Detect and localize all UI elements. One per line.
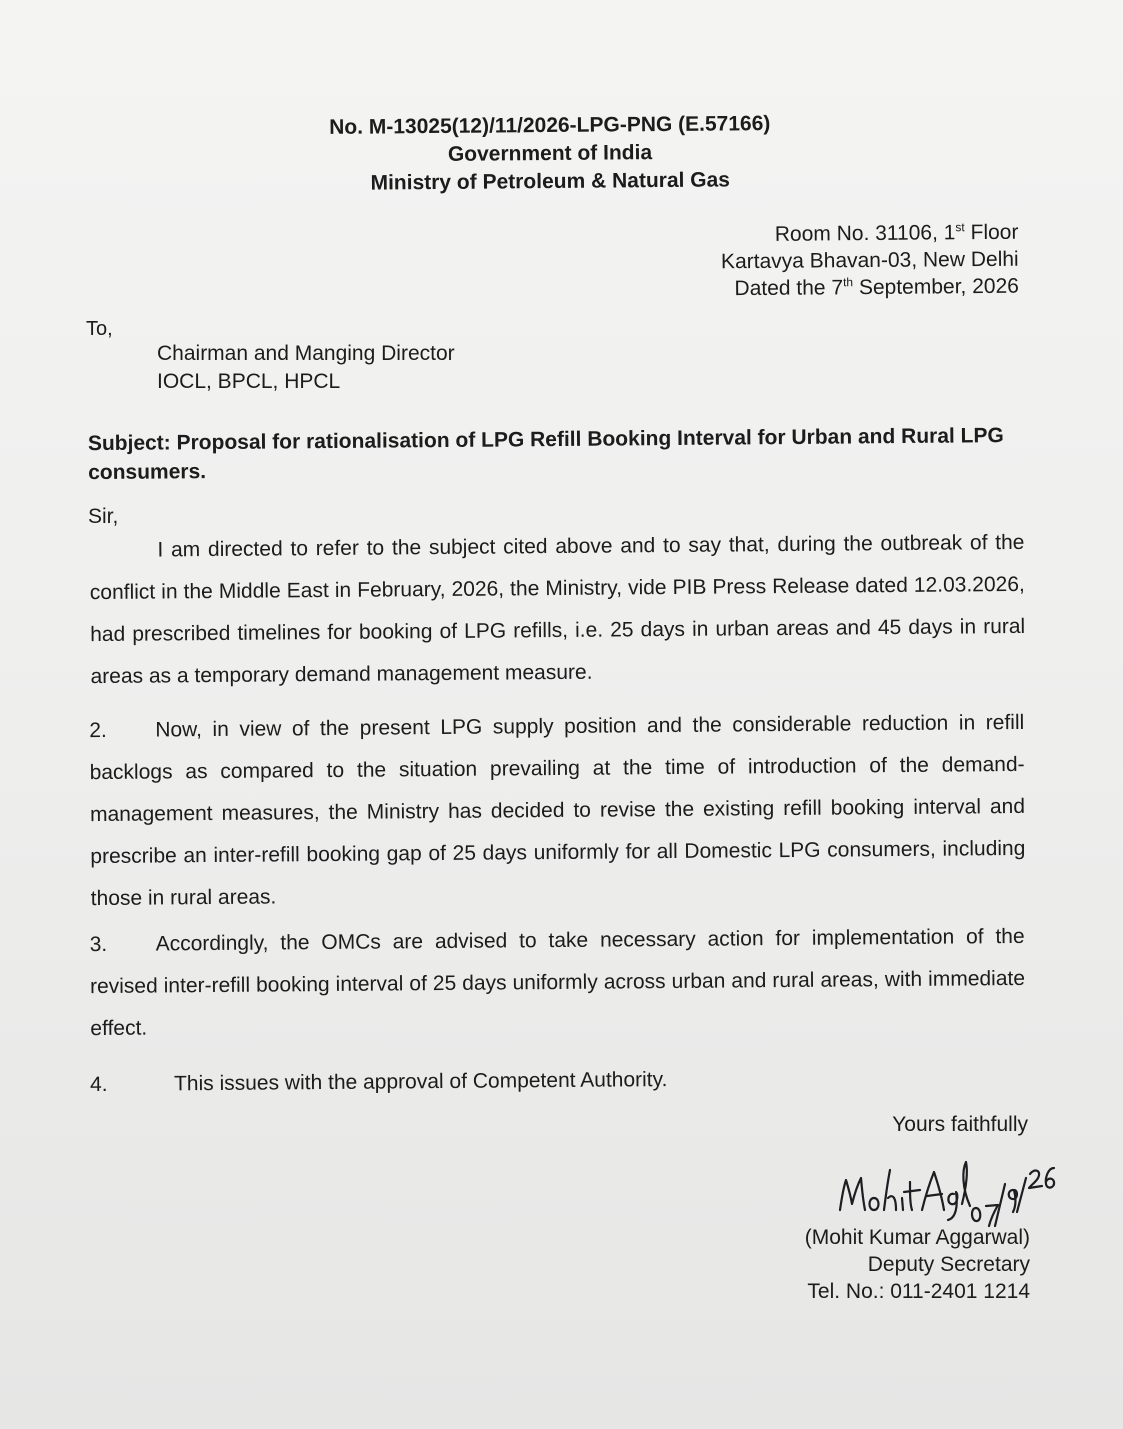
file-number: No. M-13025(12)/11/2026-LPG-PNG (E.57166) bbox=[329, 112, 771, 139]
subject-line: Subject: Proposal for rationalisation of LPG Refill Booking Interval for Urban and Rural LPG consumers. bbox=[87, 424, 1004, 485]
recipient-title: Chairman and Manging Director bbox=[157, 342, 455, 365]
letter-header bbox=[250, 109, 851, 198]
paragraph-number: 3. bbox=[89, 932, 108, 957]
room-line: Room No. 31106, 1st Floor bbox=[775, 220, 1019, 246]
paragraph-1: I am directed to refer to the subject cited above and to say that, during the outbreak of the conflict in the Middle East in February, 2026, the Ministry, vide PIB Press Release dated 12.03.2026, had prescribed timelines for booking of LPG refills, i.e. 25 days in urban areas and 45 days in rural areas as a temporary demand management measure. bbox=[89, 530, 1026, 689]
salutation: Sir, bbox=[88, 505, 119, 528]
to-label: To, bbox=[86, 318, 113, 340]
building-line: Kartavya Bhavan-03, New Delhi bbox=[721, 247, 1020, 274]
paragraph-text: This issues with the approval of Competent Authority. bbox=[173, 1068, 668, 1096]
paragraph-4 bbox=[90, 1056, 1025, 1106]
paragraph-3 bbox=[89, 916, 1025, 1050]
handwritten-signature bbox=[830, 1148, 1060, 1228]
office-address bbox=[721, 219, 1019, 303]
paragraph-2 bbox=[89, 702, 1026, 920]
date-line: Dated the 7th September, 2026 bbox=[734, 274, 1020, 301]
paragraph-number: 2. bbox=[89, 718, 107, 743]
recipient-block bbox=[157, 340, 455, 396]
recipient-companies: IOCL, BPCL, HPCL bbox=[157, 370, 341, 393]
paragraph-number: 4. bbox=[89, 1072, 108, 1097]
paragraph-text: Now, in view of the present LPG supply position and the considerable reduction in refill backlogs as compared to the situation prevailing at the time of introduction of the demand-management measures, the Ministry has decided to revise the existing refill booking interval and prescribe an inter-refill booking gap of 25 days uniformly for all Domestic LPG consumers, including those in rural areas. bbox=[89, 710, 1026, 911]
signer-name: (Mohit Kumar Aggarwal) bbox=[804, 1226, 1030, 1249]
paragraph-text: Accordingly, the OMCs are advised to take necessary action for implementation of the revised inter-refill booking interval of 25 days uniformly across urban and rural areas, with immediate effect. bbox=[89, 924, 1026, 1041]
signer-phone: Tel. No.: 011-2401 1214 bbox=[807, 1280, 1030, 1303]
signer-block bbox=[805, 1224, 1030, 1305]
government-name: Government of India bbox=[447, 141, 653, 166]
signer-designation: Deputy Secretary bbox=[867, 1253, 1030, 1276]
ministry-name: Ministry of Petroleum & Natural Gas bbox=[370, 168, 731, 195]
closing-line: Yours faithfully bbox=[892, 1113, 1028, 1136]
